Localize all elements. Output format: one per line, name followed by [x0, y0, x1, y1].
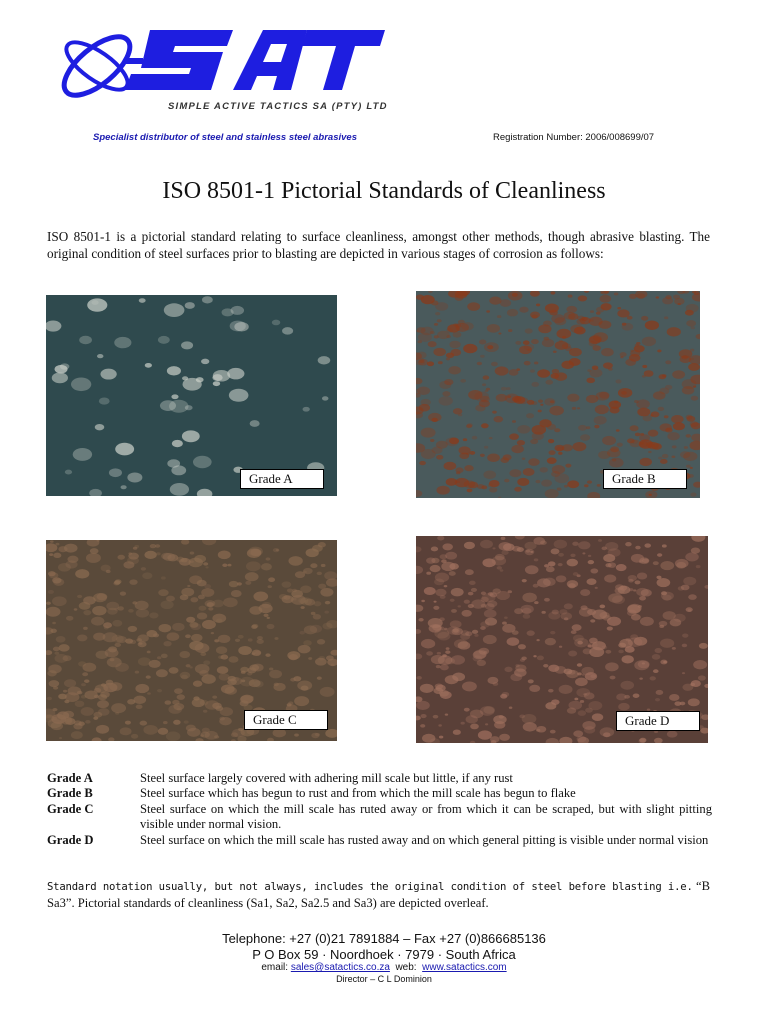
grade-c-label: Grade C	[244, 710, 328, 730]
footer-director: Director – C L Dominion	[336, 974, 432, 984]
grade-b-photo	[416, 291, 700, 498]
web-label: web:	[389, 962, 423, 973]
grade-descriptions	[47, 771, 712, 848]
grade-key: Grade B	[47, 786, 93, 801]
grade-text: Steel surface which has begun to rust and from which the mill scale has begun to flake	[140, 786, 576, 801]
tagline: Specialist distributor of steel and stainless steel abrasives	[93, 132, 357, 143]
registration-number: Registration Number: 2006/008699/07	[493, 132, 655, 143]
web-link[interactable]: www.satactics.com	[422, 962, 507, 973]
footer-phone: Telephone: +27 (0)21 7891884 – Fax +27 (0)866685136	[222, 931, 546, 946]
grade-d-photo	[416, 536, 708, 743]
footer-address: P O Box 59 · Noordhoek · 7979 · South Africa	[252, 947, 516, 962]
intro-paragraph: ISO 8501-1 is a pictorial standard relating to surface cleanliness, amongst other methods, though abrasive blasting. The original condition of steel surfaces prior to blasting are depicted in various stages of corrosion as follows:	[47, 229, 710, 261]
grade-row	[47, 802, 712, 833]
grade-row	[47, 786, 712, 801]
grade-d-label: Grade D	[616, 711, 700, 731]
footer-contact	[0, 962, 768, 973]
grade-a-photo	[46, 295, 337, 496]
grade-c-photo	[46, 540, 337, 741]
page-title: ISO 8501-1 Pictorial Standards of Cleanliness	[162, 178, 606, 204]
notation-note	[47, 879, 710, 911]
company-name: SIMPLE ACTIVE TACTICS SA (PTY) LTD	[168, 101, 388, 112]
grade-key: Grade C	[47, 801, 94, 816]
grade-a-label: Grade A	[240, 469, 324, 489]
grade-row	[47, 771, 712, 786]
grade-text: Steel surface on which the mill scale has rusted away and on which general pitting is visible under normal vision	[140, 832, 709, 847]
grade-text: Steel surface largely covered with adhering mill scale but little, if any rust	[140, 771, 513, 785]
grade-row	[47, 833, 712, 848]
grade-text: Steel surface on which the mill scale has ruted away or from which it can be scraped, but with slight pitting visible under normal vision.	[140, 801, 712, 832]
grade-key: Grade A	[47, 771, 93, 785]
grade-key: Grade D	[47, 832, 94, 847]
grade-b-label: Grade B	[603, 469, 687, 489]
note-part-1: Standard notation usually, but not always, includes the original condition of steel before blasting i.e.	[47, 881, 693, 893]
email-label: email:	[261, 962, 291, 973]
email-link[interactable]: sales@satactics.co.za	[290, 962, 390, 973]
note-part-2: “B Sa3”. Pictorial standards of cleanliness (Sa1, Sa2, Sa2.5 and Sa3) are depicted overleaf.	[47, 879, 711, 910]
